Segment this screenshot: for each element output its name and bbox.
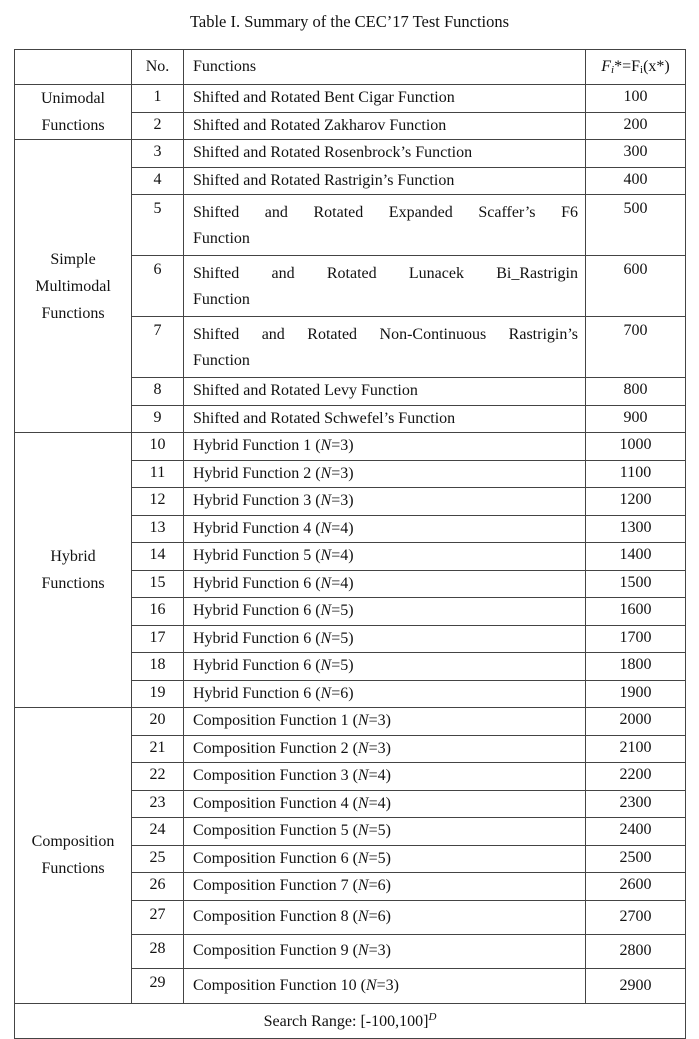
header-no: No. [132, 50, 184, 85]
row-number: 24 [132, 818, 184, 846]
bias-value: 2200 [586, 763, 686, 791]
row-number: 6 [132, 256, 184, 317]
bias-value: 2900 [586, 969, 686, 1004]
category-cell [15, 433, 132, 708]
function-name: Hybrid Function 5 (N=4) [184, 543, 586, 571]
bias-value: 1100 [586, 460, 686, 488]
row-number: 19 [132, 680, 184, 708]
table-row [15, 433, 686, 461]
row-number: 10 [132, 433, 184, 461]
function-name: Hybrid Function 6 (N=5) [184, 653, 586, 681]
function-name: Composition Function 5 (N=5) [184, 818, 586, 846]
bias-value: 1000 [586, 433, 686, 461]
category-cell [15, 140, 132, 433]
bias-value: 500 [586, 195, 686, 256]
function-name: Shifted and Rotated Rastrigin’s Function [184, 167, 586, 195]
bias-value: 2700 [586, 900, 686, 934]
row-number: 9 [132, 405, 184, 433]
function-name: Composition Function 9 (N=3) [184, 934, 586, 969]
bias-value: 2300 [586, 790, 686, 818]
bias-value: 300 [586, 140, 686, 168]
function-name: Composition Function 2 (N=3) [184, 735, 586, 763]
row-number: 29 [132, 969, 184, 1004]
search-range: Search Range: $[-100,100]^D$ [15, 1003, 686, 1038]
bias-value: 400 [586, 167, 686, 195]
function-name: Hybrid Function 6 (N=6) [184, 680, 586, 708]
bias-value: 700 [586, 317, 686, 378]
row-number: 4 [132, 167, 184, 195]
table-title: Table I. Summary of the CEC’17 Test Functions [189, 12, 510, 31]
bias-value: 2100 [586, 735, 686, 763]
row-number: 17 [132, 625, 184, 653]
function-name: Composition Function 8 (N=6) [184, 900, 586, 934]
bias-value: 2000 [586, 708, 686, 736]
function-name: Composition Function 10 (N=3) [184, 969, 586, 1004]
bias-value: 2600 [586, 873, 686, 901]
bias-value: 2400 [586, 818, 686, 846]
search-range-row [15, 1003, 686, 1038]
category-label: Hybrid [50, 548, 96, 565]
category-label: Composition [31, 833, 115, 851]
functions-table [14, 49, 686, 1039]
function-name: Hybrid Function 2 (N=3) [184, 460, 586, 488]
header-functions: Functions [184, 50, 586, 85]
bias-value: 1400 [586, 543, 686, 571]
row-number: 12 [132, 488, 184, 516]
function-name: Hybrid Function 3 (N=3) [184, 488, 586, 516]
bias-value: 800 [586, 378, 686, 406]
bias-value: 2500 [586, 845, 686, 873]
row-number: 26 [132, 873, 184, 901]
row-number: 5 [132, 195, 184, 256]
bias-value: 1300 [586, 515, 686, 543]
function-name: Hybrid Function 6 (N=5) [184, 598, 586, 626]
category-cell [15, 708, 132, 1004]
row-number: 22 [132, 763, 184, 791]
table-header-row [15, 50, 686, 85]
bias-value: 1500 [586, 570, 686, 598]
bias-value: 1900 [586, 680, 686, 708]
row-number: 28 [132, 934, 184, 969]
bias-value: 900 [586, 405, 686, 433]
category-cell [15, 85, 132, 140]
row-number: 13 [132, 515, 184, 543]
category-label: Functions [41, 575, 105, 592]
function-name: Shifted and Rotated Bent Cigar Function [184, 85, 586, 113]
function-name: Shifted and Rotated Expanded Scaffer’s F6 Function [184, 195, 586, 256]
row-number: 18 [132, 653, 184, 681]
row-number: 27 [132, 900, 184, 934]
function-name: Composition Function 1 (N=3) [184, 708, 586, 736]
bias-value: 100 [586, 85, 686, 113]
function-name: Composition Function 7 (N=6) [184, 873, 586, 901]
bias-value: 1800 [586, 653, 686, 681]
bias-value: 600 [586, 256, 686, 317]
function-name: Composition Function 6 (N=5) [184, 845, 586, 873]
category-label: Unimodal [41, 90, 105, 107]
header-category [15, 50, 132, 85]
function-name: Hybrid Function 4 (N=4) [184, 515, 586, 543]
function-name: Shifted and Rotated Non-Continuous Rastrigin’s Function [184, 317, 586, 378]
bias-value: 2800 [586, 934, 686, 969]
row-number: 16 [132, 598, 184, 626]
bias-value: 1200 [586, 488, 686, 516]
function-name: Hybrid Function 1 (N=3) [184, 433, 586, 461]
category-label: Multimodal [35, 277, 111, 295]
category-label: Functions [41, 117, 105, 134]
function-name: Shifted and Rotated Levy Function [184, 378, 586, 406]
row-number: 20 [132, 708, 184, 736]
bias-value: 200 [586, 112, 686, 140]
table-row [15, 708, 686, 736]
function-name: Hybrid Function 6 (N=4) [184, 570, 586, 598]
row-number: 2 [132, 112, 184, 140]
row-number: 15 [132, 570, 184, 598]
row-number: 1 [132, 85, 184, 113]
bias-value: 1700 [586, 625, 686, 653]
function-name: Shifted and Rotated Schwefel’s Function [184, 405, 586, 433]
table-row [15, 140, 686, 168]
function-name: Composition Function 3 (N=4) [184, 763, 586, 791]
header-fi: Fi*=Fi(x*) [586, 50, 686, 85]
category-label: Functions [41, 304, 105, 322]
row-number: 7 [132, 317, 184, 378]
bias-value: 1600 [586, 598, 686, 626]
function-name: Shifted and Rotated Zakharov Function [184, 112, 586, 140]
function-name: Composition Function 4 (N=4) [184, 790, 586, 818]
table-row [15, 85, 686, 113]
category-label: Functions [41, 860, 105, 878]
category-label: Simple [50, 250, 96, 268]
function-name: Hybrid Function 6 (N=5) [184, 625, 586, 653]
row-number: 3 [132, 140, 184, 168]
row-number: 21 [132, 735, 184, 763]
function-name: Shifted and Rotated Lunacek Bi_Rastrigin Function [184, 256, 586, 317]
row-number: 11 [132, 460, 184, 488]
function-name: Shifted and Rotated Rosenbrock’s Function [184, 140, 586, 168]
row-number: 14 [132, 543, 184, 571]
row-number: 8 [132, 378, 184, 406]
row-number: 25 [132, 845, 184, 873]
row-number: 23 [132, 790, 184, 818]
